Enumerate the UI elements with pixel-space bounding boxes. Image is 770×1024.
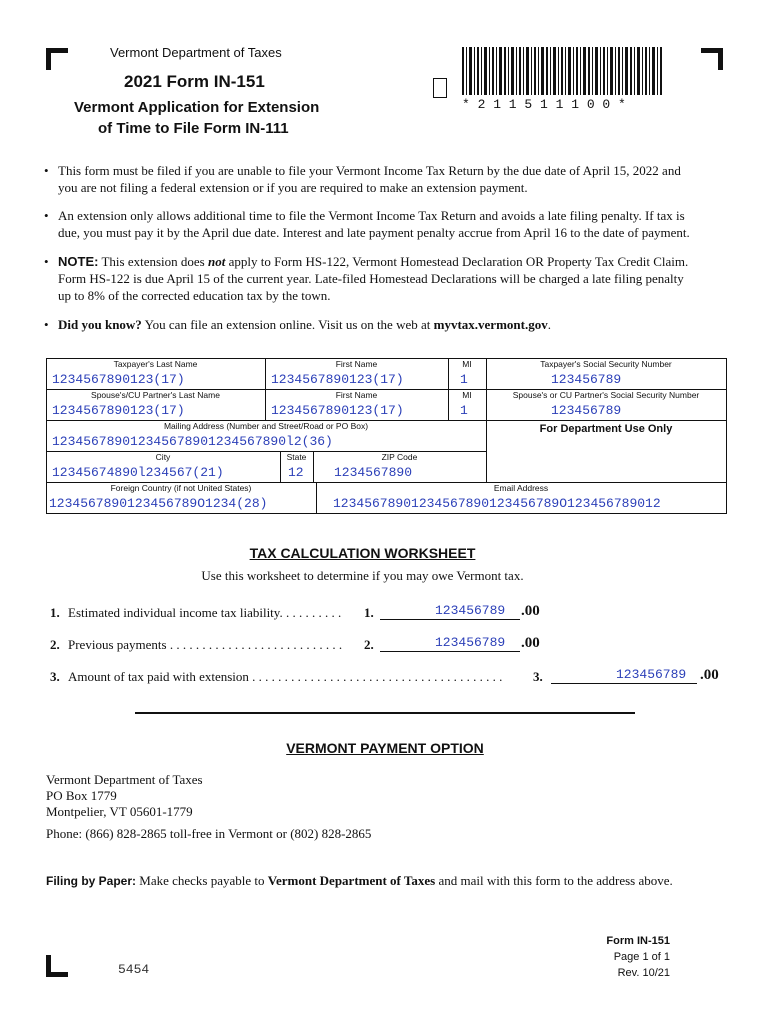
line-3-amount-field[interactable]: 123456789: [616, 667, 687, 682]
checkbox-icon[interactable]: [433, 78, 447, 98]
line-1-cents: .00: [521, 603, 540, 619]
bullet-note: • NOTE: This extension does not apply to Form HS-122, Vermont Homestead Declaration OR Property Tax Credit Claim. Form HS-122 is due April 15 of the current year. Late-filed Homestead Declarations will be charged a late filing penalty up to 8% of the corrected education tax by the town.: [44, 253, 734, 304]
taxpayer-last-field[interactable]: 1234567890123(17): [52, 372, 185, 387]
line-3-number: 3.: [50, 669, 60, 684]
zip-label: ZIP Code: [381, 452, 418, 462]
didyouknow-text: You can file an extension online. Visit us on the web at: [141, 317, 434, 332]
spouse-ssn-field[interactable]: 123456789: [551, 403, 622, 418]
filing-by-paper: [46, 873, 673, 889]
line-3-cents: .00: [700, 667, 719, 683]
line-3-label: Amount of tax paid with extension . . . . . . . . . . . . . . . . . . . . . . . . . . . . . . . . . . . . . . .: [68, 669, 503, 684]
department-use-label: For Department Use Only: [539, 423, 673, 435]
payment-phone: Phone: (866) 828-2865 toll-free in Vermont or (802) 828-2865: [46, 826, 372, 841]
form-subtitle-2: of Time to File Form IN-111: [98, 120, 289, 137]
payment-address-3: Montpelier, VT 05601-1779: [46, 804, 193, 819]
line-2-ref: 2.: [364, 637, 374, 652]
city-label: City: [155, 452, 171, 462]
section-divider: [135, 712, 635, 714]
spouse-last-field[interactable]: 1234567890123(17): [52, 403, 185, 418]
footer-page: Page 1 of 1: [613, 951, 670, 963]
taxpayer-ssn-field[interactable]: 123456789: [551, 372, 622, 387]
payment-title: VERMONT PAYMENT OPTION: [286, 740, 484, 756]
zip-field[interactable]: 1234567890: [334, 465, 413, 480]
spouse-last-label: Spouse's/CU Partner's Last Name: [91, 390, 220, 400]
corner-mark-top-left-v: [46, 48, 51, 70]
line-3-underline: [551, 683, 697, 684]
email-field[interactable]: 12345678901234567890123456789O123456789012: [333, 496, 661, 511]
line-1-label: Estimated individual income tax liability. . . . . . . . . .: [68, 605, 342, 620]
note-post: apply to Form HS-122, Vermont Homestead Declaration OR Property Tax Credit Claim.: [225, 254, 689, 269]
line-1-ref: 1.: [364, 605, 374, 620]
worksheet-title: TAX CALCULATION WORKSHEET: [249, 545, 476, 561]
filing-pre: Make checks payable to: [136, 873, 268, 888]
grid-line: [726, 358, 727, 513]
corner-mark-top-right-v: [718, 48, 723, 70]
line-2-label: Previous payments . . . . . . . . . . . . . . . . . . . . . . . . . . .: [68, 637, 343, 652]
line-3-ref: 3.: [533, 669, 543, 684]
line-2-amount-field[interactable]: 123456789: [435, 635, 506, 650]
didyouknow-site-link[interactable]: myvtax.vermont.gov: [433, 317, 548, 332]
footer-rev: Rev. 10/21: [617, 967, 670, 979]
note-line-1: [58, 253, 734, 270]
line-2-cents: .00: [521, 635, 540, 651]
didyouknow-end: .: [547, 317, 551, 332]
footer-form: Form IN-151: [606, 935, 670, 947]
filing-bold: Vermont Department of Taxes: [267, 873, 436, 888]
email-label: Email Address: [493, 483, 549, 493]
state-field[interactable]: 12: [288, 465, 304, 480]
form-code: 5454: [118, 962, 150, 977]
barcode-text: * 2 1 1 5 1 1 1 0 0 *: [462, 97, 626, 112]
spouse-ssn-label: Spouse's or CU Partner's Social Security Number: [512, 390, 700, 400]
form-title: 2021 Form IN-151: [124, 72, 265, 91]
taxpayer-mi-label: MI: [462, 359, 472, 369]
note-pre: This extension does: [98, 254, 208, 269]
bullet-1-line-2: you are not filing a federal extension or if you are required to make an extension payment.: [58, 180, 528, 195]
foreign-country-field[interactable]: 1234567890123456789O1234(28): [49, 496, 268, 511]
grid-line: [486, 358, 487, 482]
taxpayer-ssn-label: Taxpayer's Social Security Number: [540, 359, 672, 369]
bullet-1-line-1: This form must be filed if you are unable to file your Vermont Income Tax Return by the due date of April 15, 2022 and: [58, 163, 681, 178]
state-label: State: [286, 452, 307, 462]
didyouknow-lead: Did you know?: [58, 317, 142, 332]
barcode-icon: [462, 47, 662, 95]
corner-mark-bottom-left-h: [46, 972, 68, 977]
payment-address-2: PO Box 1779: [46, 788, 117, 803]
form-subtitle-1: Vermont Application for Extension: [74, 99, 320, 116]
note-lead: NOTE:: [58, 254, 99, 269]
spouse-first-field[interactable]: 1234567890123(17): [271, 403, 404, 418]
grid-line: [46, 513, 727, 514]
bullet-2-line-2: due, you must pay it by the April due date. Interest and late payment penalty accrue from April 16 to the date of payment.: [58, 225, 690, 240]
spouse-mi-label: MI: [462, 390, 472, 400]
spouse-first-label: First Name: [335, 390, 378, 400]
taxpayer-last-label: Taxpayer's Last Name: [113, 359, 198, 369]
taxpayer-mi-field[interactable]: 1: [460, 372, 468, 387]
note-line-3: up to 8% of the corrected education tax by the town.: [58, 288, 331, 303]
mailing-address-label: Mailing Address (Number and Street/Road or PO Box): [163, 421, 369, 431]
didyouknow-line: [58, 316, 734, 333]
filing-post: and mail with this form to the address above.: [435, 873, 673, 888]
bullet-didyouknow: • Did you know? You can file an extension online. Visit us on the web at myvtax.vermont.gov.: [44, 316, 734, 333]
spouse-mi-field[interactable]: 1: [460, 403, 468, 418]
bullet-1: • This form must be filed if you are unable to file your Vermont Income Tax Return by the due date of April 15, 2022 and you are not filing a federal extension or if you are required to make an extension payment.: [44, 162, 734, 196]
foreign-country-label: Foreign Country (if not United States): [110, 483, 252, 493]
filing-lead: Filing by Paper:: [46, 874, 137, 888]
payment-address-1: Vermont Department of Taxes: [46, 772, 203, 787]
agency-name: Vermont Department of Taxes: [110, 45, 282, 60]
mailing-address-field[interactable]: 123456789012345678901234567890l2(36): [52, 434, 333, 449]
bullet-2: • An extension only allows additional time to file the Vermont Income Tax Return and avoids a late filing penalty. If tax is due, you must pay it by the April due date. Interest and late payment penalty accrue from April 16 to the date of payment.: [44, 207, 734, 241]
line-2-number: 2.: [50, 637, 60, 652]
worksheet-intro: Use this worksheet to determine if you may owe Vermont tax.: [201, 568, 524, 583]
taxpayer-first-field[interactable]: 1234567890123(17): [271, 372, 404, 387]
line-1-number: 1.: [50, 605, 60, 620]
city-field[interactable]: 12345674890l234567(21): [52, 465, 224, 480]
note-line-2: Form HS-122 is due April 15 of the current year. Late-filed Homestead Declarations will be charged a late filing penalty: [58, 271, 684, 286]
note-em: not: [207, 254, 226, 269]
line-2-underline: [380, 651, 520, 652]
line-1-underline: [380, 619, 520, 620]
taxpayer-first-label: First Name: [335, 359, 378, 369]
line-1-amount-field[interactable]: 123456789: [435, 603, 506, 618]
bullet-2-line-1: An extension only allows additional time to file the Vermont Income Tax Return and avoids a late filing penalty. If tax is: [58, 208, 685, 223]
